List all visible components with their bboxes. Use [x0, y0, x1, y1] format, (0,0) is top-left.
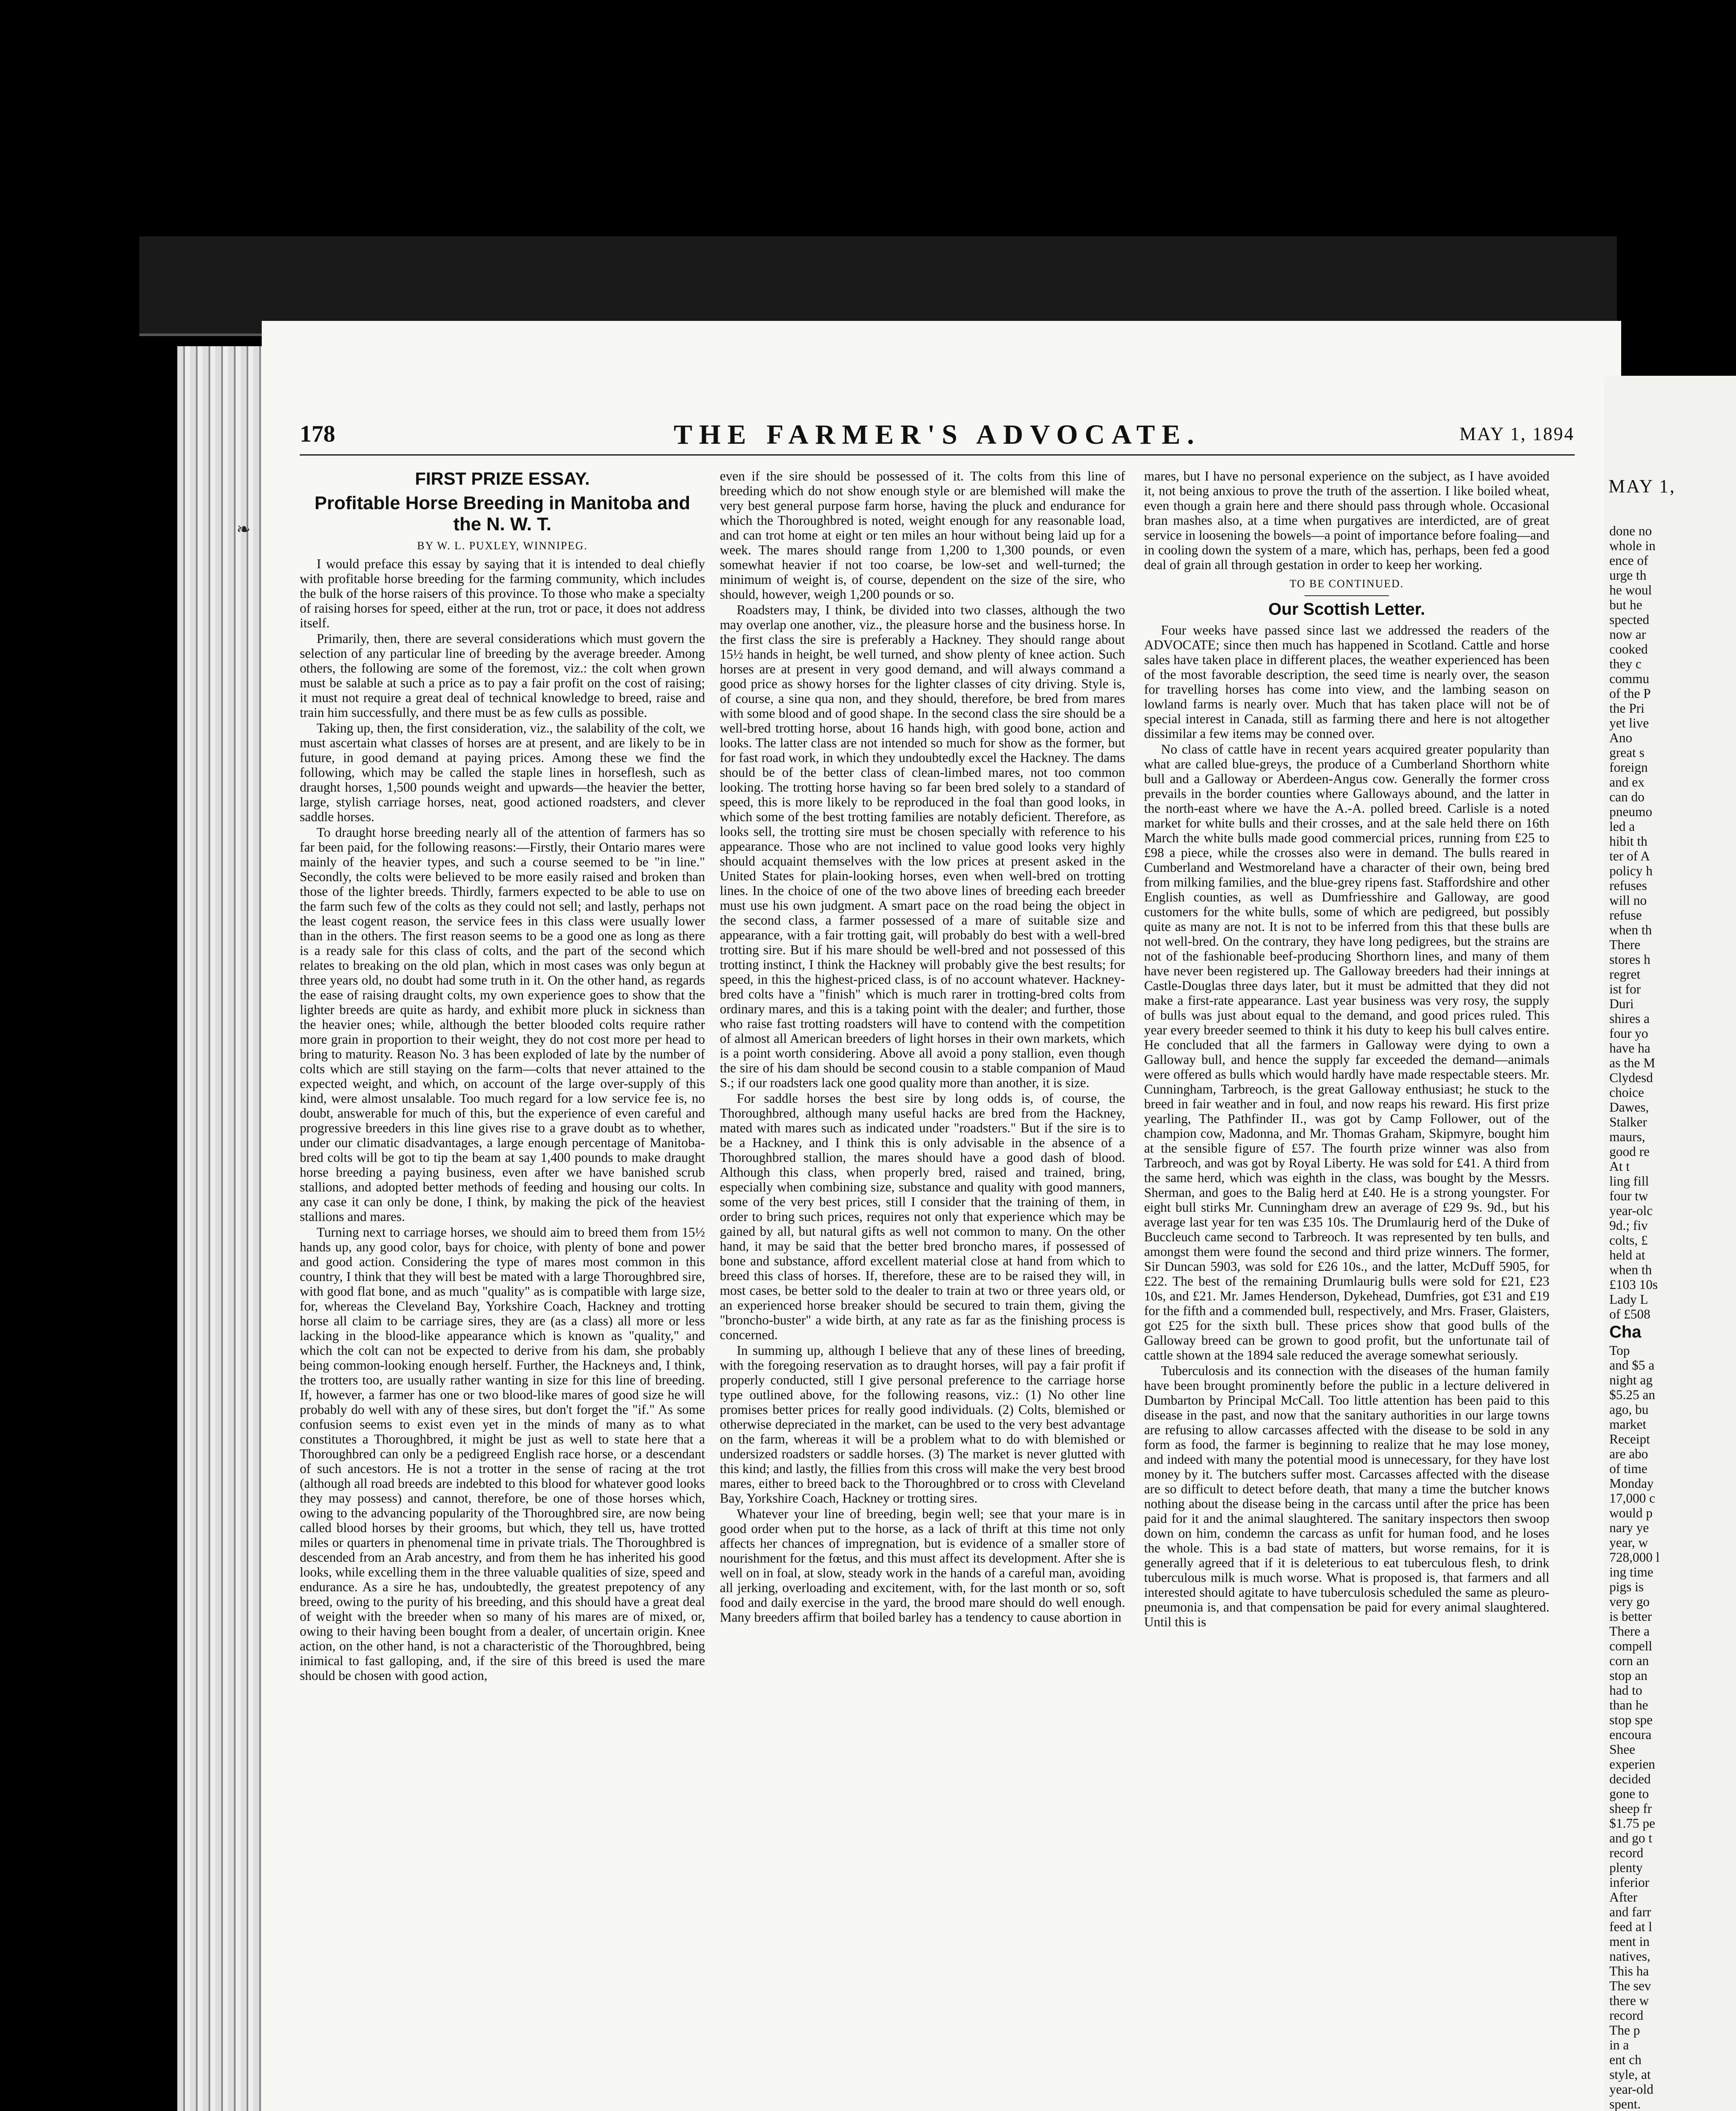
- fragment-line: inferior: [1609, 1875, 1649, 1890]
- fragment-line: Monday: [1609, 1476, 1654, 1491]
- to-be-continued: TO BE CONTINUED.: [1289, 578, 1404, 590]
- paragraph: I would preface this essay by saying that it is intended to deal chiefly with profitable horse breeding for the farming community, which includes the bulk of the horse raisers of this province. To those who make a specialty of raising horses for speed, either at the run, trot or pace, it does not address itself.: [300, 556, 705, 630]
- fragment-line: regret: [1609, 967, 1641, 982]
- fragment-line: he woul: [1609, 583, 1652, 597]
- fragment-line: The sev: [1609, 1978, 1651, 1993]
- newspaper-page: [262, 321, 1621, 2111]
- column-1: [300, 469, 705, 2098]
- fragment-line: Stalker: [1609, 1115, 1647, 1129]
- fragment-line: policy h: [1609, 863, 1653, 878]
- fragment-line: compell: [1609, 1639, 1652, 1653]
- fragment-line: urge th: [1609, 568, 1646, 583]
- fragment-line: feed at l: [1609, 1919, 1652, 1934]
- fragment-line: and farr: [1609, 1905, 1651, 1919]
- fragment-line: ing time: [1609, 1565, 1654, 1579]
- fragment-line: the Pri: [1609, 701, 1645, 716]
- fragment-line: gone to: [1609, 1786, 1649, 1801]
- fragment-line: ter of A: [1609, 849, 1650, 863]
- adjacent-page-fragment: [1604, 376, 1736, 2111]
- fragment-line: four tw: [1609, 1188, 1648, 1203]
- article-title: Profitable Horse Breeding in Manitoba and the N. W. T.: [315, 493, 690, 535]
- paragraph: Whatever your line of breeding, begin well; see that your mare is in good order when put to the horse, as a lack of thrift at this time not only affects her chances of impregnation, but is evidence of a smaller store of nourishment for the fœtus, and this must affect its development. After she is well on in foal, at slow, steady work in the hands of a careful man, avoiding all jerking, overloading and excitement, with, for the last month or so, soft food and daily exercise in the yard, the brood mare should do well enough. Many breeders affirm that boiled barley has a tendency to cause abortion in: [720, 1506, 1125, 1625]
- fragment-line: stop spe: [1609, 1712, 1653, 1727]
- fragment-line: and $5 a: [1609, 1358, 1655, 1373]
- page-edges: [177, 346, 274, 2111]
- fragment-line: colts, £: [1609, 1233, 1648, 1248]
- fragment-line: ment in: [1609, 1934, 1650, 1949]
- fragment-line: held at: [1609, 1248, 1645, 1262]
- paragraph: even if the sire should be possessed of it. The colts from this line of breeding which do not show enough style or are blemished will make the very best general purpose farm horse, having the pluck and endurance for which the Thoroughbred is noted, weight enough for any reasonable load, and can trot home at eight or ten miles an hour without being laid up for a week. The mares should range from 1,200 to 1,300 pounds, or even somewhat heavier if not too coarse, be low-set and well-turned; the minimum of weight is, of course, dependent on the size of the sire, who should, however, weigh 1,200 pounds or so.: [720, 469, 1125, 602]
- fragment-line: Dawes,: [1609, 1100, 1649, 1115]
- fragment-line: ent ch: [1609, 2052, 1642, 2067]
- fragment-line: good re: [1609, 1144, 1650, 1159]
- fragment-line: cooked: [1609, 642, 1648, 657]
- paragraph: Four weeks have passed since last we addressed the readers of the ADVOCATE; since then much has happened in Scotland. Cattle and horse sales have taken place in different places, the weather experienced has been of the most favorable description, the seed time is nearly over, the season for travelling horses has come into view, and the lambing season on lowland farms is nearly over. Much that has taken place will not be of special interest in Canada, still as farming there and here is not altogether dissimilar a few items may be conned over.: [1144, 623, 1549, 741]
- paragraph: mares, but I have no personal experience on the subject, as I have avoided it, not being anxious to prove the truth of the assertion. I like boiled wheat, even though a grain here and there should pass through whole. Occasional bran mashes also, at a time when purgatives are interdicted, are of great service in loosening the bowels—a point of importance before foaling—and in cooling down the system of a mare, which has, perhaps, been fed a good deal of grain all through gestation in order to keep her working.: [1144, 469, 1549, 572]
- fragment-line: than he: [1609, 1698, 1648, 1712]
- paragraph: Primarily, then, there are several considerations which must govern the selection of any particular line of breeding by the average breeder. Among others, the following are some of the foremost, viz.: the colt when grown must be salable at such a price as to pay a fair profit on the cost of raising; it must not require a great deal of technical knowledge to breed, raise and train him successfully, and there must be as few culls as possible.: [300, 631, 705, 720]
- fragment-line: Top: [1609, 1343, 1630, 1358]
- paragraph: Turning next to carriage horses, we should aim to breed them from 15½ hands up, any good color, bays for choice, with plenty of bone and power and good action. Considering the type of mares most common in this country, I think that they will best be mated with a large Thoroughbred sire, with good flat bone, and as much "quality" as is compatible with large size, for, whereas the Cleveland Bay, Yorkshire Coach, Hackney and trotting horse all claim to be carriage sires, they are (as a class) all more or less lacking in the blood-like appearance which is known as "quality," and which the colt can not be expected to derive from his dam, she probably being common-looking enough herself. Further, the Hackneys and, I think, the trotters too, are usually rather wanting in size for this line of breeding. If, however, a farmer has one or two blood-like mares of good size he will probably do well with any of these sires, but don't forget the "if." As some confusion seems to exist even yet in the minds of many as to what constitutes a Thoroughbred, it might be just as well to state here that a Thoroughbred can only be a pedigreed English race horse, or a descendant of such ancestors. He is not a trotter in the sense of racing at the trot (although all road breeds are indebted to this blood for whatever good looks they may possess) and cannot, therefore, be one of those horses which, owing to the advancing popularity of the Thoroughbred sire, are now being called blood horses by their grooms, but which, they tell us, have trotted miles or quarters in phenomenal time in private trials. The Thoroughbred is descended from an Arab ancestry, and from them he has inherited his good looks, while excelling them in the three valuable qualities of size, speed and endurance. As a sire he has, undoubtedly, the greatest prepotency of any breed, owing to the purity of his breeding, and this should have a great deal of weight with the breeder when so many of his mares are of mixed, or, owing to their having been bought from a dealer, of uncertain origin. Knee action, on the other hand, is not a characteristic of the Thoroughbred, being inimical to fast galloping, and, if the sire of this breed is used the mare should be chosen with good action,: [300, 1225, 705, 1683]
- fragment-line: Duri: [1609, 996, 1634, 1011]
- fragment-line: of time: [1609, 1461, 1648, 1476]
- fragment-line: Ano: [1609, 730, 1633, 745]
- fragment-line: encoura: [1609, 1727, 1652, 1742]
- fragment-line: in a: [1609, 2038, 1629, 2052]
- fragment-line: corn an: [1609, 1653, 1649, 1668]
- margin-mark: ❧: [236, 520, 251, 539]
- fragment-line: foreign: [1609, 760, 1648, 775]
- paragraph: Roadsters may, I think, be divided into two classes, although the two may overlap one another, viz., the pleasure horse and the business horse. In the first class the sire is preferably a Hackney. They should range about 15½ hands in height, be well turned, and show plenty of knee action. Such horses are at present in very good demand, and will always command a good price as showy horses for the lighter classes of city driving. Style is, of course, a sine qua non, and they should, therefore, be bred from mares with some blood and of good shape. In the second class the sire should be a well-bred trotting horse, about 16 hands high, with good bone, action and looks. The latter class are not intended so much for show as the former, but for fast road work, in which they undoubtedly excel the Hackney. The dams should be of the better class of clean-limbed mares, not too common looking. The trotting horse having so far been bred solely to a standard of speed, this is more likely to be reproduced in the foal than good looks, in which some of the best trotting families are notably deficient. Therefore, as looks sell, the trotting sire must be chosen specially with reference to his appearance. Those who are not inclined to value good looks very highly should acquaint themselves with the low prices at present asked in the United States for plain-looking horses, even when well-bred on trotting lines. In the choice of one of the two above lines of breeding each breeder must use his own judgment. A smart pace on the road being the object in the second class, a farmer possessed of a mare of suitable size and appearance, with a fair trotting gait, will probably do best with a well-bred trotting sire. But if his mare should be well-bred and not possessed of this trotting instinct, I think the Hackney will probably give the best results; for speed, in this the highest-priced class, is of no account whatever. Hackney-bred colts have a "finish" which is much rarer in trotting-bred colts from ordinary mares, and this is a taking point with the dealer; and further, those who raise fast trotting roadsters will have to contend with the competition of almost all American breeders of light horses in their own markets, which is a point worth considering. Above all avoid a pony stallion, even though the sire of his dam should be second cousin to a stable companion of Maud S.; if our roadsters lack one good quality more than another, it is size.: [720, 602, 1125, 1090]
- fragment-line: very go: [1609, 1594, 1650, 1609]
- fragment-line: commu: [1609, 671, 1649, 686]
- fragment-line: After: [1609, 1890, 1638, 1905]
- fragment-line: Receipt: [1609, 1432, 1650, 1446]
- fragment-line: hibit th: [1609, 834, 1648, 849]
- fragment-line: experien: [1609, 1757, 1655, 1772]
- fragment-line: record: [1609, 2008, 1644, 2023]
- fragment-line: This ha: [1609, 1964, 1649, 1978]
- fragment-line: pneumo: [1609, 804, 1652, 819]
- fragment-line: but he: [1609, 597, 1642, 612]
- fragment-line: had to: [1609, 1683, 1642, 1698]
- paragraph: Taking up, then, the first consideration, viz., the salability of the colt, we must ascertain what classes of horses are at present, and are likely to be in future, in good demand at paying prices. Among these we find the following, which may be called the staple lines in horseflesh, such as draught horses, 1,500 pounds weight and upwards—the heavier the better, large, stylish carriage horses, neat, good actioned roadsters, and clever saddle horses.: [300, 721, 705, 824]
- fragment-line: pigs is: [1609, 1579, 1644, 1594]
- fragment-line: night ag: [1609, 1373, 1653, 1387]
- divider: [1305, 595, 1389, 596]
- byline: BY W. L. PUXLEY, WINNIPEG.: [417, 540, 588, 552]
- fragment-line: There: [1609, 937, 1641, 952]
- fragment-line: refuses: [1609, 878, 1647, 893]
- fragment-line: would p: [1609, 1506, 1653, 1520]
- fragment-line: have ha: [1609, 1041, 1651, 1056]
- fragment-line: spected: [1609, 612, 1649, 627]
- column-2: [720, 469, 1125, 2098]
- fragment-line: $5.25 an: [1609, 1387, 1655, 1402]
- fragment-line: plenty: [1609, 1860, 1643, 1875]
- fragment-line: maurs,: [1609, 1129, 1645, 1144]
- fragment-line: refuse: [1609, 908, 1642, 923]
- fragment-line: year, w: [1609, 1535, 1648, 1550]
- fragment-line: decided: [1609, 1772, 1651, 1786]
- fragment-line: At t: [1609, 1159, 1630, 1174]
- fragment-line: $1.75 pe: [1609, 1816, 1655, 1831]
- fragment-line: stop an: [1609, 1668, 1648, 1683]
- fragment-line: of £508: [1609, 1307, 1651, 1321]
- fragment-line: natives,: [1609, 1949, 1651, 1964]
- fragment-line: ago, bu: [1609, 1402, 1649, 1417]
- paragraph: In summing up, although I believe that any of these lines of breeding, with the foregoing reservation as to draught horses, will pay a fair profit if properly conducted, still I give personal preference to the carriage horse type outlined above, for the following reasons, viz.: (1) No other line promises better prices for really good individuals. (2) Colts, blemished or otherwise depreciated in the market, can be used to the very best advantage on the farm, whereas it will be a problem what to do with blemished or undersized roadsters or saddle horses. (3) The market is never glutted with this kind; and lastly, the fillies from this cross will make the very best brood mares, either to breed back to the Thoroughbred or to cross with Cleveland Bay, Yorkshire Coach, Hackney or trotting sires.: [720, 1343, 1125, 1506]
- fragment-line: market: [1609, 1417, 1646, 1432]
- fragment-line: There a: [1609, 1624, 1650, 1639]
- adjacent-page-header: MAY 1,: [1609, 476, 1676, 497]
- fragment-line: The p: [1609, 2023, 1640, 2038]
- fragment-line: will no: [1609, 893, 1647, 908]
- page-header: [300, 421, 1575, 456]
- fragment-line: sheep fr: [1609, 1801, 1652, 1816]
- page-number: 178: [300, 421, 335, 447]
- column-3: [1144, 469, 1549, 2098]
- fragment-line: spent.: [1609, 2097, 1641, 2111]
- fragment-line: 17,000 c: [1609, 1491, 1655, 1506]
- fragment-line: record: [1609, 1845, 1644, 1860]
- fragment-line: year-old: [1609, 2082, 1654, 2097]
- fragment-line: ling fill: [1609, 1174, 1649, 1188]
- fragment-line: Shee: [1609, 1742, 1636, 1757]
- fragment-line: shires a: [1609, 1011, 1650, 1026]
- paragraph: No class of cattle have in recent years acquired greater popularity than what are called blue-greys, the produce of a Cumberland Shorthorn white bull and a Galloway or Aberdeen-Angus cow. Generally the former cross prevails in the border counties where Galloways abound, and the latter in the north-east where we have the A.-A. polled breed. Carlisle is a noted market for white bulls and their crosses, and at the sale held there on 16th March the white bulls made good commercial prices, running from £25 to £98 a piece, while the crosses also were in demand. The bulls reared in Cumberland and Westmoreland have a character of their own, being bred from milking families, and the blue-grey ripens fast. Staffordshire and other English counties, as well as Dumfriesshire and Galloway, are good customers for the white bulls, some of which are pedigreed, but possibly quite as many are not. It is not to be inferred from this that these bulls are not well-bred. On the contrary, they have long pedigrees, but the strains are not of the fashionable beef-producing Shorthorn lines, and many of them have never been registered up. The Galloway breeders had their innings at Castle-Douglas three days later, but it must be admitted that they did not make a first-rate appearance. Last year business was very rosy, the supply of bulls was just about equal to the demand, and good prices ruled. This year every breeder seemed to think it his duty to keep his bull calves entire. He concluded that all the farmers in Galloway were dying to own a Galloway bull, and hence the supply far exceeded the demand—animals were offered as bulls which would hardly have made respectable steers. Mr. Cunningham, Tarbreoch, is the great Galloway enthusiast; he stuck to the breed in fair weather and in foul, and now reaps his reward. His first prize yearling, The Pathfinder II., was got by Camp Follower, out of the champion cow, Madonna, and Mr. Thomas Graham, Skipmyre, bought him at the sensible figure of £57. The fourth prize winner was also from Tarbreoch, and was got by Royal Liberty. He was sold for £41. A third from the same herd, which was eighth in the class, was bought by the Messrs. Sherman, and goes to the Balig herd at £40. He is a strong youngster. For eight bull stirks Mr. Cunningham drew an average of £29 9s. 9d., but his average last year for ten was £35 10s. The Drumlaurig herd of the Duke of Buccleuch came second to Tarbreoch. It was represented by ten bulls, and amongst them were found the second and third prize winners. The former, Sir Duncan 5903, was sold for £26 10s., and the latter, McDuff 5905, for £22. The best of the remaining Drumlaurig bulls were sold for £21, £23 10s, and £21. Mr. James Henderson, Dykehead, Dumfries, got £31 and £19 for the fifth and a commended bull, respectively, and Mrs. Fraser, Glaisters, got £25 for the sixth bull. These prices show that good bulls of the Galloway breed can be grown to good profit, but the unfortunate tail of cattle shown at the 1894 sale reduced the average somewhat seriously.: [1144, 742, 1549, 1362]
- fragment-line: led a: [1609, 819, 1635, 834]
- paragraph: For saddle horses the best sire by long odds is, of course, the Thoroughbred, although many useful hacks are bred from the Hackney, mated with mares such as indicated under "roadsters." But if the sire is to be a Hackney, and I think this is only advisable in the absence of a Thoroughbred stallion, the mares should have a good dash of blood. Although this class, when properly bred, raised and trained, bring, especially when combining size, substance and quality with good manners, some of the very best prices, still I consider that the training of them, in order to bring such prices, requires not only that experience which may be gained by all, but natural gifts as well not common to many. On the other hand, it may be said that the better bred broncho mares, if possessed of bone and substance, afford excellent material close at hand from which to breed this class of horses. If, therefore, these are to be raised they will, in most cases, be better sold to the dealer to train at two or three years old, or an experienced horse breaker should be secured to train them, giving the "broncho-buster" a wide birth, at any rate as far as the finishing process is concerned.: [720, 1091, 1125, 1342]
- fragment-line: and ex: [1609, 775, 1645, 790]
- fragment-subheading: Cha: [1609, 1323, 1641, 1341]
- section-heading: FIRST PRIZE ESSAY.: [415, 469, 590, 488]
- fragment-line: year-olc: [1609, 1203, 1653, 1218]
- fragment-line: and go t: [1609, 1831, 1652, 1845]
- paragraph: To draught horse breeding nearly all of the attention of farmers has so far been paid, for the following reasons:—Firstly, their Ontario mares were mainly of the heavier types, and such a course seemed to be "in line." Secondly, the colts were believed to be more easily raised and broken than those of the lighter breeds. Thirdly, farmers expected to be able to use on the farm such few of the colts as they could not sell; and lastly, perhaps not the least cogent reason, the service fees in this class were usually lower than in the others. The first reason seems to be a good one as long as there is a ready sale for this class of colts, and the part of the second which relates to breaking on the old plan, which in most cases was only begun at three years old, no doubt had some truth in it. On the other hand, as regards the ease of raising draught colts, my own experience goes to show that the lighter breeds are quite as hardy, and exhibit more pluck in sickness than the heavier ones; while, although the better blooded colts require rather more grain in proportion to their weight, they do not cost more per head to bring to maturity. Reason No. 3 has been exploded of late by the number of colts which are still staying on the farm—colts that never attained to the expected weight, and which, on account of the large over-supply of this kind, were almost unsalable. Too much regard for a low service fee is, no doubt, answerable for much of this, but the experience of even careful and progressive breeders in this line gives rise to a grave doubt as to whether, under our climatic disadvantages, a large enough percentage of Manitoba-bred colts will be got to tip the beam at say 1,400 pounds to make draught horse breeding a paying business, even after we have banished scrub stallions, and adopted better methods of feeding and housing our colts. In any case it can only be done, I think, by making the pick of the heaviest stallions and mares.: [300, 825, 705, 1224]
- fragment-line: stores h: [1609, 952, 1651, 967]
- fragment-line: is better: [1609, 1609, 1652, 1624]
- fragment-line: done no: [1609, 524, 1652, 538]
- adjacent-page-text: [1609, 524, 1736, 2111]
- paragraph: Tuberculosis and its connection with the diseases of the human family have been brought prominently before the public in a lecture delivered in Dumbarton by Principal McCall. Too little attention has been paid to this disease in the past, and now that the sanitary authorities in our large towns are refusing to allow carcasses affected with the disease to be sold in any form as food, the farmer is beginning to realize that he may lose money, and indeed with many the potential mood is unnecessary, for they have lost money by it. The butchers suffer most. Carcasses affected with the disease are so difficult to detect before death, that many a time the butcher knows nothing about the disease being in the carcass until after the price has been paid for it and the animal slaughtered. The sanitary inspectors then swoop down on him, condemn the carcass as unfit for human food, and he loses the whole. This is a bad state of matters, but worse remains, for it is generally agreed that if it is deleterious to eat tuberculous flesh, to drink tuberculous milk is much worse. What is proposed is, that farmers and all interested should agitate to have tuberculosis scheduled the same as pleuro-pneumonia is, and that compensation be paid for every animal slaughtered. Until this is: [1144, 1363, 1549, 1629]
- fragment-line: they c: [1609, 657, 1642, 671]
- fragment-line: of the P: [1609, 686, 1651, 701]
- fragment-line: whole in: [1609, 538, 1656, 553]
- fragment-line: now ar: [1609, 627, 1646, 642]
- fragment-line: 9d.; fiv: [1609, 1218, 1648, 1233]
- fragment-line: can do: [1609, 790, 1645, 804]
- fragment-line: as the M: [1609, 1056, 1655, 1070]
- fragment-line: choice: [1609, 1085, 1644, 1100]
- fragment-line: when th: [1609, 1262, 1652, 1277]
- fragment-line: Clydesd: [1609, 1070, 1653, 1085]
- fragment-line: Lady L: [1609, 1292, 1648, 1307]
- fragment-line: great s: [1609, 745, 1645, 760]
- fragment-line: yet live: [1609, 716, 1649, 730]
- fragment-line: ence of: [1609, 553, 1648, 568]
- fragment-line: 728,000 l: [1609, 1550, 1660, 1565]
- fragment-line: nary ye: [1609, 1520, 1649, 1535]
- fragment-line: ist for: [1609, 982, 1641, 996]
- letter-title: Our Scottish Letter.: [1268, 600, 1425, 619]
- fragment-line: £103 10s: [1609, 1277, 1658, 1292]
- fragment-line: are abo: [1609, 1446, 1648, 1461]
- fragment-line: four yo: [1609, 1026, 1648, 1041]
- fragment-line: style, at: [1609, 2067, 1651, 2082]
- fragment-line: there w: [1609, 1993, 1649, 2008]
- issue-date: MAY 1, 1894: [1459, 423, 1575, 444]
- masthead: THE FARMER'S ADVOCATE.: [673, 419, 1201, 450]
- fragment-line: when th: [1609, 923, 1652, 937]
